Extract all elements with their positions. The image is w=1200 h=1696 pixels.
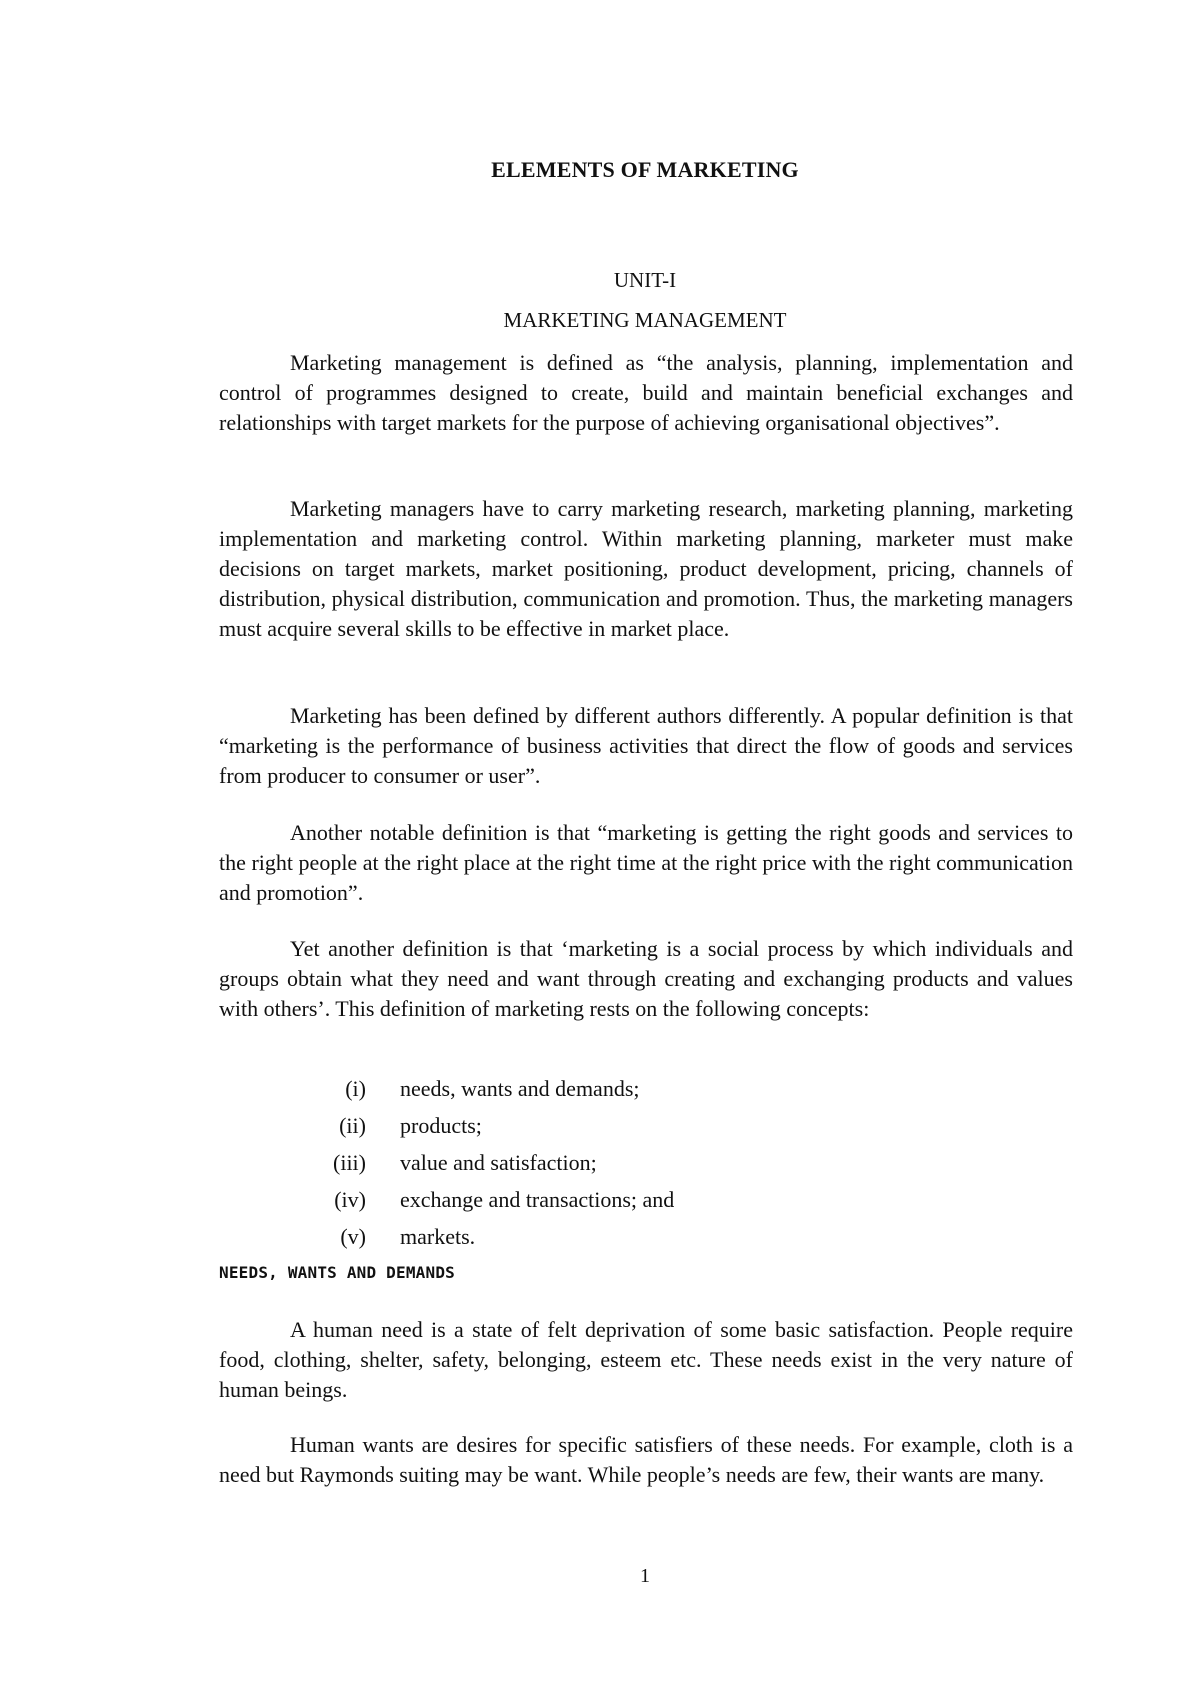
list-item-text: needs, wants and demands; xyxy=(400,1076,640,1101)
list-item xyxy=(300,1218,476,1255)
list-item xyxy=(300,1070,640,1107)
list-item-text: exchange and transactions; and xyxy=(400,1187,675,1212)
paragraph: Marketing management is defined as “the analysis, planning, implementation and control of programmes designed to create, build and maintain beneficial exchanges and relationships with target markets for the purpose of achieving organisational objectives”. xyxy=(219,350,1073,435)
page-number: 1 xyxy=(640,1565,650,1587)
paragraph: Human wants are desires for specific satisfiers of these needs. For example, cloth is a need but Raymonds suiting may be want. While people’s needs are few, their wants are many. xyxy=(219,1432,1073,1487)
list-item-number: (iii) xyxy=(333,1150,366,1175)
paragraph: Yet another definition is that ‘marketing is a social process by which individuals and groups obtain what they need and want through creating and exchanging products and values with others’. This definition of marketing rests on the following concepts: xyxy=(219,936,1073,1021)
list-item-text: products; xyxy=(400,1113,482,1138)
paragraph: Another notable definition is that “marketing is getting the right goods and services to the right people at the right place at the right time at the right price with the right communication and promotion”. xyxy=(219,820,1073,905)
subheading: NEEDS, WANTS AND DEMANDS xyxy=(219,1263,455,1282)
list-item-number: (v) xyxy=(340,1224,366,1249)
paragraph: Marketing managers have to carry marketing research, marketing planning, marketing implementation and marketing control. Within marketing planning, marketer must make decisions on target markets, market positioning, product development, pricing, channels of distribution, physical distribution, communication and promotion. Thus, the marketing managers must acquire several skills to be effective in market place. xyxy=(219,496,1073,641)
list-item-text: value and satisfaction; xyxy=(400,1150,597,1175)
list-item xyxy=(300,1181,675,1218)
paragraph: A human need is a state of felt deprivation of some basic satisfaction. People require food, clothing, shelter, safety, belonging, esteem etc. These needs exist in the very nature of human beings. xyxy=(219,1317,1073,1402)
list-item-number: (i) xyxy=(345,1076,366,1101)
unit-label: UNIT-I xyxy=(613,268,677,292)
list-item-number: (iv) xyxy=(334,1187,366,1212)
paragraph: Marketing has been defined by different authors differently. A popular definition is that “marketing is the performance of business activities that direct the flow of goods and services from producer to consumer or user”. xyxy=(219,703,1073,788)
list-item-number: (ii) xyxy=(339,1113,366,1138)
list-item-text: markets. xyxy=(400,1224,476,1249)
list-item xyxy=(300,1144,597,1181)
section-title: MARKETING MANAGEMENT xyxy=(503,308,787,332)
concepts-list xyxy=(300,1070,675,1255)
document-title: ELEMENTS OF MARKETING xyxy=(491,157,799,182)
list-item xyxy=(300,1107,482,1144)
